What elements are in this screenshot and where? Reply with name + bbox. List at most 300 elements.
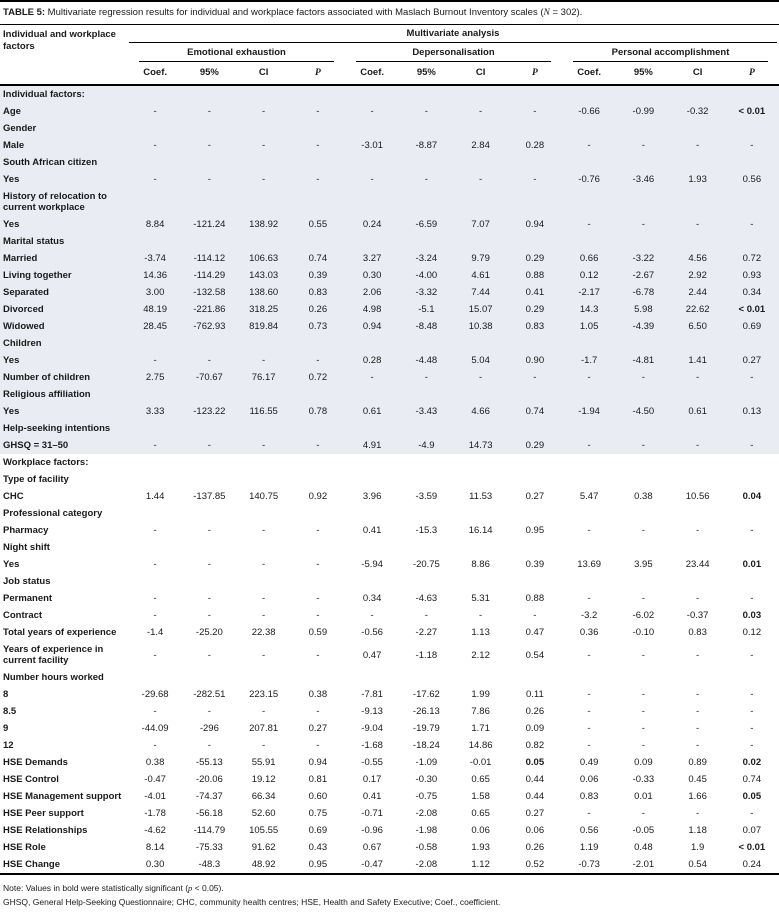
value-cell — [345, 505, 399, 522]
value-cell — [182, 539, 236, 556]
value-cell — [454, 471, 508, 488]
value-cell: 0.36 — [579, 627, 599, 639]
value-cell: 3.33 — [145, 406, 165, 418]
value-cell: -9.13 — [361, 706, 383, 718]
value-cell — [454, 188, 508, 216]
value-cell: -296 — [199, 723, 219, 735]
col-header-p: P — [531, 68, 538, 79]
value-cell — [345, 335, 399, 352]
value-cell: 2.12 — [471, 649, 490, 661]
value-cell — [725, 420, 779, 437]
row-label: Living together — [3, 270, 72, 282]
value-cell: 28.45 — [143, 321, 168, 333]
value-cell — [562, 573, 616, 590]
value-cell: 0.24 — [742, 859, 762, 871]
value-cell: -114.29 — [193, 270, 226, 282]
value-cell — [508, 420, 562, 437]
row-label: South African citizen — [3, 157, 98, 169]
value-cell: - — [262, 140, 266, 152]
row-label: HSE Peer support — [3, 808, 84, 820]
value-cell: 14.3 — [579, 304, 599, 316]
value-cell: -0.58 — [415, 842, 438, 854]
value-cell — [508, 505, 562, 522]
value-cell — [508, 154, 562, 171]
value-cell — [508, 335, 562, 352]
value-cell: 8.86 — [471, 559, 490, 571]
value-cell: -3.2 — [580, 610, 598, 622]
value-cell — [128, 505, 182, 522]
value-cell: 0.78 — [308, 406, 328, 418]
value-cell — [128, 386, 182, 403]
table-row — [0, 437, 779, 454]
value-cell: -4.62 — [144, 825, 166, 837]
value-cell: -4.01 — [144, 791, 166, 803]
value-cell: - — [424, 610, 428, 622]
value-cell — [345, 386, 399, 403]
value-cell: - — [153, 649, 157, 661]
col-header-coef: Coef. — [143, 67, 167, 79]
row-label: Permanent — [3, 593, 53, 605]
regression-results-table — [0, 25, 779, 875]
value-cell: - — [316, 559, 320, 571]
value-cell — [237, 154, 291, 171]
value-cell: - — [587, 219, 591, 231]
value-cell — [345, 154, 399, 171]
value-cell: -3.43 — [415, 406, 438, 418]
value-cell — [237, 386, 291, 403]
value-cell: 7.44 — [471, 287, 490, 299]
value-cell — [128, 335, 182, 352]
table-row — [0, 856, 779, 874]
value-cell: 55.91 — [251, 757, 276, 769]
value-cell: 1.93 — [471, 842, 490, 854]
value-cell — [182, 188, 236, 216]
value-cell: 0.12 — [579, 270, 599, 282]
value-cell: 0.30 — [145, 859, 165, 871]
row-label: Male — [3, 140, 25, 152]
value-cell — [562, 335, 616, 352]
value-cell: 0.38 — [634, 491, 653, 503]
value-cell: 0.69 — [742, 321, 762, 333]
value-cell: - — [262, 525, 266, 537]
value-cell: 0.07 — [742, 825, 762, 837]
value-cell — [671, 120, 725, 137]
value-cell: 0.09 — [525, 723, 545, 735]
table-row — [0, 624, 779, 641]
row-label: Yes — [3, 219, 20, 231]
value-cell: - — [207, 740, 211, 752]
value-cell: 0.95 — [308, 859, 328, 871]
value-cell: - — [696, 140, 700, 152]
value-cell: 0.43 — [308, 842, 328, 854]
row-label: Professional category — [3, 508, 103, 520]
value-cell — [562, 386, 616, 403]
value-cell: - — [750, 219, 754, 231]
group-header-depersonalisation: Depersonalisation — [345, 43, 562, 62]
value-cell: 2.44 — [688, 287, 707, 299]
value-cell: 0.83 — [688, 627, 707, 639]
table-row — [0, 573, 779, 590]
value-cell: - — [696, 689, 700, 701]
value-cell: 819.84 — [249, 321, 279, 333]
value-cell: < 0.01 — [738, 842, 766, 854]
value-cell: -15.3 — [415, 525, 438, 537]
value-cell: - — [316, 649, 320, 661]
value-cell: 138.92 — [249, 219, 279, 231]
value-cell — [671, 471, 725, 488]
row-label: Marital status — [3, 236, 65, 248]
value-cell: 0.92 — [308, 491, 328, 503]
header-row-top — [0, 25, 779, 43]
value-cell: - — [153, 355, 157, 367]
value-cell: 0.27 — [525, 808, 545, 820]
value-cell: 19.12 — [251, 774, 276, 786]
value-cell: - — [696, 808, 700, 820]
table-body — [0, 85, 779, 874]
value-cell — [671, 233, 725, 250]
value-cell: - — [262, 559, 266, 571]
value-cell: 0.03 — [742, 610, 762, 622]
value-cell: - — [641, 525, 645, 537]
value-cell — [508, 233, 562, 250]
n-symbol: N — [543, 8, 550, 18]
value-cell: -44.09 — [141, 723, 169, 735]
value-cell: - — [587, 706, 591, 718]
value-cell: -6.02 — [632, 610, 655, 622]
row-label: HSE Relationships — [3, 825, 88, 837]
value-cell: 2.06 — [362, 287, 382, 299]
value-cell — [237, 233, 291, 250]
value-cell — [182, 669, 236, 686]
value-cell: 11.53 — [469, 491, 493, 503]
value-cell: - — [696, 649, 700, 661]
value-cell: - — [207, 525, 211, 537]
value-cell — [399, 233, 453, 250]
value-cell: -121.24 — [193, 219, 226, 231]
value-cell: 4.56 — [688, 253, 707, 265]
value-cell: 0.74 — [742, 774, 762, 786]
value-cell — [616, 669, 670, 686]
value-cell: 5.47 — [579, 491, 599, 503]
value-cell — [237, 335, 291, 352]
row-label: Help-seeking intentions — [3, 423, 111, 435]
value-cell: -1.94 — [578, 406, 600, 418]
value-cell: -0.66 — [578, 106, 600, 118]
table-row — [0, 488, 779, 505]
value-cell: 143.03 — [249, 270, 279, 282]
col-header-95: 95% — [633, 67, 653, 79]
value-cell: -4.9 — [418, 440, 435, 452]
table-row — [0, 703, 779, 720]
col-header-p: P — [314, 68, 321, 79]
value-cell: -132.58 — [193, 287, 226, 299]
value-cell: 106.63 — [249, 253, 279, 265]
section-row — [0, 85, 779, 103]
table-row — [0, 839, 779, 856]
value-cell: - — [370, 106, 374, 118]
value-cell: - — [316, 140, 320, 152]
col-header-ci: CI — [258, 67, 269, 79]
value-cell: -7.81 — [361, 689, 383, 701]
value-cell: 0.95 — [525, 525, 545, 537]
value-cell — [128, 154, 182, 171]
value-cell: 3.96 — [362, 491, 382, 503]
table-row — [0, 137, 779, 154]
row-label: Religious affiliation — [3, 389, 91, 401]
value-cell: - — [207, 706, 211, 718]
row-label: 12 — [3, 740, 14, 752]
value-cell: 0.02 — [742, 757, 762, 769]
row-label: Contract — [3, 610, 43, 622]
value-cell: 8.84 — [145, 219, 165, 231]
table-row — [0, 171, 779, 188]
value-cell — [725, 120, 779, 137]
value-cell: 1.66 — [688, 791, 707, 803]
section-row — [0, 454, 779, 471]
value-cell: 3.27 — [362, 253, 382, 265]
value-cell — [616, 386, 670, 403]
value-cell: - — [641, 723, 645, 735]
value-cell: 1.58 — [471, 791, 490, 803]
value-cell: -2.27 — [415, 627, 438, 639]
value-cell: 0.60 — [308, 791, 328, 803]
value-cell: - — [750, 706, 754, 718]
value-cell — [291, 386, 345, 403]
value-cell — [508, 573, 562, 590]
row-label: HSE Management support — [3, 791, 122, 803]
value-cell: 0.47 — [362, 649, 382, 661]
value-cell — [454, 505, 508, 522]
value-cell — [182, 120, 236, 137]
value-cell — [671, 335, 725, 352]
value-cell — [291, 573, 345, 590]
value-cell: -4.50 — [632, 406, 655, 418]
value-cell: - — [641, 740, 645, 752]
value-cell: -0.05 — [632, 825, 655, 837]
value-cell: 0.94 — [525, 219, 545, 231]
value-cell — [725, 471, 779, 488]
value-cell — [616, 420, 670, 437]
value-cell: - — [479, 372, 483, 384]
value-cell — [725, 386, 779, 403]
value-cell — [616, 573, 670, 590]
value-cell: - — [587, 372, 591, 384]
value-cell: 0.29 — [525, 440, 545, 452]
value-cell: -1.09 — [415, 757, 438, 769]
value-cell: - — [641, 593, 645, 605]
value-cell: - — [533, 174, 537, 186]
value-cell: 0.83 — [579, 791, 599, 803]
value-cell: - — [696, 372, 700, 384]
row-label: HSE Role — [3, 842, 46, 854]
table-row — [0, 805, 779, 822]
table-title-text: Multivariate regression results for individual and workplace factors associated with Maslach Burnout Inventory scales ( — [45, 7, 544, 18]
value-cell: -56.18 — [195, 808, 223, 820]
value-cell: - — [153, 740, 157, 752]
value-cell: - — [262, 740, 266, 752]
value-cell: -1.7 — [580, 355, 598, 367]
value-cell: - — [587, 649, 591, 661]
value-cell: 0.82 — [525, 740, 545, 752]
value-cell: -48.3 — [198, 859, 221, 871]
row-label: Separated — [3, 287, 49, 299]
row-label: Number hours worked — [3, 672, 104, 684]
value-cell: -25.20 — [195, 627, 223, 639]
value-cell: 0.89 — [688, 757, 707, 769]
table-row — [0, 522, 779, 539]
value-cell: -2.17 — [578, 287, 600, 299]
value-cell: -114.12 — [193, 253, 226, 265]
section-label: Individual factors: — [3, 89, 85, 101]
table-row — [0, 284, 779, 301]
value-cell — [345, 188, 399, 216]
table-row — [0, 539, 779, 556]
value-cell: 1.9 — [691, 842, 705, 854]
value-cell: -1.4 — [146, 627, 164, 639]
value-cell: 1.41 — [688, 355, 707, 367]
value-cell: 0.27 — [742, 355, 762, 367]
table-row — [0, 120, 779, 137]
value-cell: 1.93 — [688, 174, 707, 186]
table-row — [0, 788, 779, 805]
row-label: Total years of experience — [3, 627, 117, 639]
row-label: GHSQ = 31–50 — [3, 440, 69, 452]
value-cell — [562, 420, 616, 437]
value-cell: 0.09 — [634, 757, 653, 769]
value-cell: - — [587, 723, 591, 735]
value-cell: - — [207, 559, 211, 571]
value-cell: 0.27 — [525, 491, 545, 503]
value-cell: - — [262, 610, 266, 622]
value-cell — [508, 386, 562, 403]
value-cell: 0.88 — [525, 270, 545, 282]
value-cell — [399, 188, 453, 216]
value-cell: 318.25 — [249, 304, 279, 316]
value-cell: 0.39 — [308, 270, 328, 282]
value-cell: - — [696, 706, 700, 718]
row-label: Widowed — [3, 321, 45, 333]
value-cell: 0.55 — [308, 219, 328, 231]
table-row — [0, 669, 779, 686]
value-cell — [562, 120, 616, 137]
value-cell: - — [370, 372, 374, 384]
value-cell: 22.38 — [251, 627, 276, 639]
value-cell: -0.75 — [415, 791, 438, 803]
value-cell — [345, 539, 399, 556]
value-cell: 4.66 — [471, 406, 490, 418]
value-cell: 16.14 — [468, 525, 493, 537]
value-cell — [237, 471, 291, 488]
table-row — [0, 369, 779, 386]
value-cell: - — [696, 740, 700, 752]
table-row — [0, 318, 779, 335]
value-cell: 0.12 — [742, 627, 762, 639]
value-cell: -3.32 — [415, 287, 438, 299]
value-cell: 0.66 — [579, 253, 599, 265]
value-cell — [671, 188, 725, 216]
table-row — [0, 154, 779, 171]
value-cell — [399, 471, 453, 488]
value-cell: 0.13 — [742, 406, 762, 418]
value-cell: - — [641, 649, 645, 661]
value-cell: - — [262, 174, 266, 186]
note-end: < 0.05). — [192, 883, 224, 894]
value-cell: 0.06 — [525, 825, 545, 837]
row-label: HSE Control — [3, 774, 59, 786]
value-cell: 0.65 — [471, 774, 490, 786]
value-cell — [725, 233, 779, 250]
col-header-95: 95% — [199, 67, 219, 79]
value-cell — [237, 188, 291, 216]
value-cell: 48.92 — [251, 859, 276, 871]
value-cell — [725, 573, 779, 590]
value-cell: - — [587, 140, 591, 152]
value-cell: 0.06 — [579, 774, 599, 786]
value-cell: 0.05 — [525, 757, 545, 769]
value-cell: 0.83 — [525, 321, 545, 333]
value-cell: 0.49 — [579, 757, 599, 769]
value-cell: 2.84 — [471, 140, 490, 152]
value-cell: -20.75 — [412, 559, 440, 571]
value-cell — [725, 669, 779, 686]
value-cell: 48.19 — [143, 304, 168, 316]
value-cell: 1.18 — [688, 825, 707, 837]
value-cell: - — [587, 689, 591, 701]
value-cell — [345, 669, 399, 686]
value-cell: - — [641, 706, 645, 718]
value-cell: 0.93 — [742, 270, 762, 282]
value-cell: 2.92 — [688, 270, 707, 282]
table-row — [0, 420, 779, 437]
row-label: Gender — [3, 123, 37, 135]
table-row — [0, 386, 779, 403]
value-cell — [508, 120, 562, 137]
row-label: Yes — [3, 355, 20, 367]
value-cell: -1.98 — [415, 825, 438, 837]
value-cell: 0.28 — [525, 140, 545, 152]
value-cell — [562, 471, 616, 488]
value-cell: 0.56 — [742, 174, 762, 186]
value-cell — [671, 573, 725, 590]
value-cell: - — [641, 372, 645, 384]
value-cell: 140.75 — [249, 491, 279, 503]
value-cell: -114.79 — [193, 825, 226, 837]
row-label: HSE Change — [3, 859, 61, 871]
table-caption — [0, 0, 779, 25]
value-cell: - — [750, 372, 754, 384]
value-cell: 0.44 — [525, 791, 545, 803]
value-cell — [182, 420, 236, 437]
row-label: 8.5 — [3, 706, 17, 718]
value-cell: -19.79 — [412, 723, 440, 735]
value-cell: -0.47 — [144, 774, 166, 786]
value-cell: 76.17 — [251, 372, 276, 384]
value-cell: - — [316, 706, 320, 718]
value-cell: 8.14 — [145, 842, 165, 854]
value-cell: -0.99 — [632, 106, 655, 118]
table-title-end: = 302). — [549, 7, 583, 18]
significance-note — [3, 881, 776, 895]
value-cell — [291, 505, 345, 522]
value-cell: -3.74 — [144, 253, 166, 265]
value-cell — [725, 188, 779, 216]
value-cell — [508, 539, 562, 556]
value-cell: 1.71 — [471, 723, 490, 735]
value-cell: -1.68 — [361, 740, 383, 752]
value-cell: - — [750, 649, 754, 661]
value-cell — [562, 188, 616, 216]
value-cell — [399, 420, 453, 437]
